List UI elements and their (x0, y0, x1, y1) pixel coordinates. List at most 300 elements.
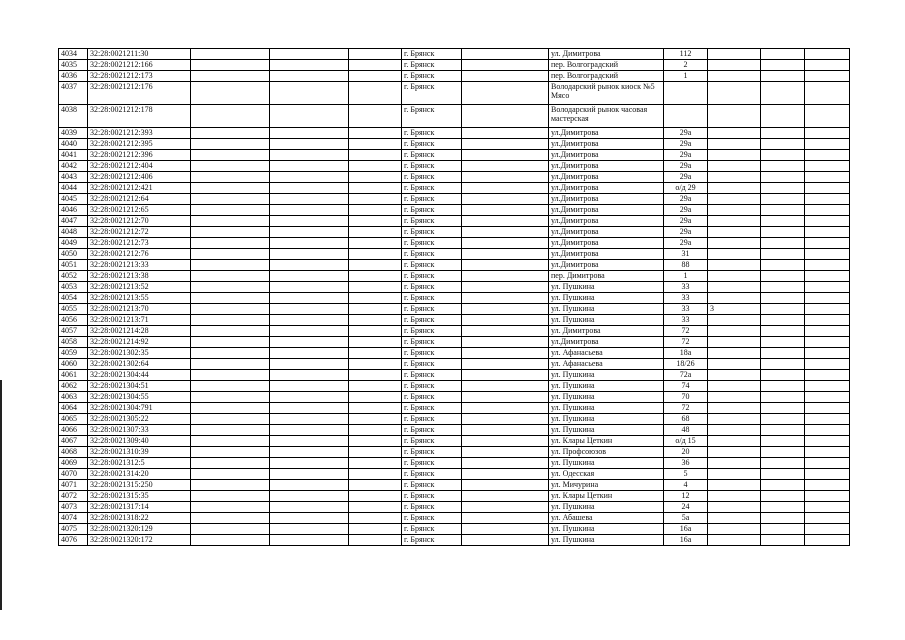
empty-cell (270, 436, 349, 447)
table-row (59, 49, 850, 60)
empty-cell (191, 216, 270, 227)
empty-cell (462, 469, 549, 480)
table-body (59, 49, 850, 546)
empty-cell (270, 480, 349, 491)
empty-cell (191, 105, 270, 128)
extra-cell (708, 381, 761, 392)
empty-cell (191, 425, 270, 436)
empty-cell (761, 436, 805, 447)
empty-cell (462, 293, 549, 304)
empty-cell (805, 469, 850, 480)
table-row (59, 304, 850, 315)
row-number-cell: 4044 (59, 183, 88, 194)
empty-cell (270, 82, 349, 105)
extra-cell: 3 (708, 304, 761, 315)
extra-cell (708, 249, 761, 260)
empty-cell (191, 502, 270, 513)
empty-cell (349, 535, 402, 546)
street-cell: ул. Пушкина (549, 502, 664, 513)
city-cell: г. Брянск (402, 249, 462, 260)
extra-cell (708, 227, 761, 238)
city-cell: г. Брянск (402, 150, 462, 161)
cadastral-number-cell: 32:28:0021213:52 (88, 282, 191, 293)
empty-cell (191, 194, 270, 205)
empty-cell (761, 524, 805, 535)
cadastral-number-cell: 32:28:0021310:39 (88, 447, 191, 458)
empty-cell (270, 271, 349, 282)
empty-cell (270, 60, 349, 71)
cadastral-number-cell: 32:28:0021304:44 (88, 370, 191, 381)
empty-cell (191, 326, 270, 337)
empty-cell (462, 249, 549, 260)
empty-cell (349, 403, 402, 414)
row-number-cell: 4075 (59, 524, 88, 535)
extra-cell (708, 480, 761, 491)
table-row (59, 205, 850, 216)
row-number-cell: 4066 (59, 425, 88, 436)
empty-cell (761, 238, 805, 249)
empty-cell (270, 49, 349, 60)
table-row (59, 238, 850, 249)
street-cell: ул. Пушкина (549, 403, 664, 414)
empty-cell (805, 458, 850, 469)
cadastral-number-cell: 32:28:0021212:65 (88, 205, 191, 216)
empty-cell (462, 282, 549, 293)
extra-cell (708, 458, 761, 469)
cadastral-number-cell: 32:28:0021212:421 (88, 183, 191, 194)
empty-cell (349, 392, 402, 403)
row-number-cell: 4076 (59, 535, 88, 546)
row-number-cell: 4071 (59, 480, 88, 491)
row-number-cell: 4063 (59, 392, 88, 403)
table-row (59, 381, 850, 392)
empty-cell (349, 337, 402, 348)
cadastral-number-cell: 32:28:0021212:166 (88, 60, 191, 71)
house-number-cell: 16а (664, 535, 708, 546)
empty-cell (805, 337, 850, 348)
house-number-cell: 29а (664, 139, 708, 150)
empty-cell (349, 205, 402, 216)
street-cell: ул. Пушкина (549, 524, 664, 535)
empty-cell (462, 513, 549, 524)
cadastral-number-cell: 32:28:0021304:791 (88, 403, 191, 414)
row-number-cell: 4072 (59, 491, 88, 502)
house-number-cell: о/д 15 (664, 436, 708, 447)
table-row (59, 150, 850, 161)
street-cell: ул. Пушкина (549, 370, 664, 381)
cadastral-number-cell: 32:28:0021212:404 (88, 161, 191, 172)
empty-cell (462, 49, 549, 60)
empty-cell (805, 161, 850, 172)
empty-cell (270, 513, 349, 524)
house-number-cell: 74 (664, 381, 708, 392)
empty-cell (805, 60, 850, 71)
empty-cell (761, 480, 805, 491)
empty-cell (349, 271, 402, 282)
empty-cell (462, 491, 549, 502)
cadastral-number-cell: 32:28:0021212:173 (88, 71, 191, 82)
extra-cell (708, 105, 761, 128)
extra-cell (708, 172, 761, 183)
row-number-cell: 4047 (59, 216, 88, 227)
empty-cell (349, 469, 402, 480)
city-cell: г. Брянск (402, 392, 462, 403)
empty-cell (191, 150, 270, 161)
house-number-cell: 29а (664, 161, 708, 172)
empty-cell (805, 260, 850, 271)
empty-cell (349, 282, 402, 293)
empty-cell (805, 535, 850, 546)
empty-cell (191, 227, 270, 238)
house-number-cell: 12 (664, 491, 708, 502)
empty-cell (270, 370, 349, 381)
cadastral-number-cell: 32:28:0021214:92 (88, 337, 191, 348)
house-number-cell: 29а (664, 128, 708, 139)
property-register-table (58, 48, 850, 546)
row-number-cell: 4045 (59, 194, 88, 205)
empty-cell (191, 469, 270, 480)
empty-cell (462, 480, 549, 491)
city-cell: г. Брянск (402, 447, 462, 458)
street-cell: ул. Абашева (549, 513, 664, 524)
cadastral-number-cell: 32:28:0021309:40 (88, 436, 191, 447)
empty-cell (462, 205, 549, 216)
empty-cell (462, 238, 549, 249)
row-number-cell: 4070 (59, 469, 88, 480)
empty-cell (270, 392, 349, 403)
house-number-cell: 24 (664, 502, 708, 513)
extra-cell (708, 128, 761, 139)
house-number-cell: 1 (664, 71, 708, 82)
cadastral-number-cell: 32:28:0021212:64 (88, 194, 191, 205)
city-cell: г. Брянск (402, 337, 462, 348)
cadastral-number-cell: 32:28:0021212:176 (88, 82, 191, 105)
table-row (59, 502, 850, 513)
street-cell: ул.Димитрова (549, 260, 664, 271)
empty-cell (349, 249, 402, 260)
table-row (59, 60, 850, 71)
empty-cell (191, 414, 270, 425)
city-cell: г. Брянск (402, 535, 462, 546)
street-cell: ул. Пушкина (549, 425, 664, 436)
city-cell: г. Брянск (402, 60, 462, 71)
row-number-cell: 4051 (59, 260, 88, 271)
street-cell: ул. Пушкина (549, 381, 664, 392)
empty-cell (270, 447, 349, 458)
empty-cell (191, 161, 270, 172)
row-number-cell: 4035 (59, 60, 88, 71)
empty-cell (462, 535, 549, 546)
empty-cell (805, 216, 850, 227)
house-number-cell: 20 (664, 447, 708, 458)
street-cell: ул.Димитрова (549, 194, 664, 205)
empty-cell (191, 139, 270, 150)
table-row (59, 161, 850, 172)
empty-cell (191, 524, 270, 535)
empty-cell (805, 183, 850, 194)
table-row (59, 535, 850, 546)
empty-cell (761, 205, 805, 216)
empty-cell (349, 49, 402, 60)
empty-cell (191, 128, 270, 139)
city-cell: г. Брянск (402, 205, 462, 216)
table-row (59, 436, 850, 447)
extra-cell (708, 403, 761, 414)
house-number-cell: 29а (664, 238, 708, 249)
street-cell: пер. Димитрова (549, 271, 664, 282)
street-cell: ул. Димитрова (549, 326, 664, 337)
extra-cell (708, 392, 761, 403)
empty-cell (270, 326, 349, 337)
empty-cell (270, 524, 349, 535)
street-cell: ул. Афанасьева (549, 359, 664, 370)
empty-cell (462, 326, 549, 337)
empty-cell (349, 172, 402, 183)
cadastral-number-cell: 32:28:0021213:33 (88, 260, 191, 271)
empty-cell (191, 282, 270, 293)
row-number-cell: 4046 (59, 205, 88, 216)
row-number-cell: 4069 (59, 458, 88, 469)
table-row (59, 480, 850, 491)
row-number-cell: 4060 (59, 359, 88, 370)
empty-cell (462, 359, 549, 370)
empty-cell (761, 304, 805, 315)
empty-cell (191, 293, 270, 304)
table-row (59, 282, 850, 293)
city-cell: г. Брянск (402, 326, 462, 337)
empty-cell (270, 491, 349, 502)
empty-cell (191, 337, 270, 348)
house-number-cell: 2 (664, 60, 708, 71)
extra-cell (708, 502, 761, 513)
table-row (59, 326, 850, 337)
empty-cell (761, 447, 805, 458)
city-cell: г. Брянск (402, 381, 462, 392)
empty-cell (462, 436, 549, 447)
empty-cell (805, 71, 850, 82)
empty-cell (761, 249, 805, 260)
empty-cell (462, 447, 549, 458)
row-number-cell: 4056 (59, 315, 88, 326)
empty-cell (805, 502, 850, 513)
empty-cell (805, 282, 850, 293)
city-cell: г. Брянск (402, 105, 462, 128)
empty-cell (462, 60, 549, 71)
empty-cell (270, 172, 349, 183)
house-number-cell: 29а (664, 172, 708, 183)
empty-cell (805, 249, 850, 260)
empty-cell (761, 370, 805, 381)
empty-cell (805, 403, 850, 414)
empty-cell (761, 282, 805, 293)
empty-cell (349, 105, 402, 128)
city-cell: г. Брянск (402, 414, 462, 425)
empty-cell (805, 326, 850, 337)
street-cell: ул.Димитрова (549, 249, 664, 260)
empty-cell (761, 381, 805, 392)
house-number-cell: 29а (664, 150, 708, 161)
table-row (59, 315, 850, 326)
table-row (59, 139, 850, 150)
house-number-cell: 72 (664, 326, 708, 337)
empty-cell (805, 425, 850, 436)
house-number-cell: 48 (664, 425, 708, 436)
empty-cell (191, 447, 270, 458)
empty-cell (805, 414, 850, 425)
row-number-cell: 4054 (59, 293, 88, 304)
empty-cell (462, 392, 549, 403)
city-cell: г. Брянск (402, 436, 462, 447)
empty-cell (349, 183, 402, 194)
row-number-cell: 4043 (59, 172, 88, 183)
empty-cell (270, 304, 349, 315)
street-cell: ул. Пушкина (549, 315, 664, 326)
house-number-cell: 72 (664, 403, 708, 414)
cadastral-number-cell: 32:28:0021212:396 (88, 150, 191, 161)
row-number-cell: 4055 (59, 304, 88, 315)
empty-cell (761, 315, 805, 326)
empty-cell (761, 60, 805, 71)
empty-cell (270, 315, 349, 326)
empty-cell (349, 513, 402, 524)
cadastral-number-cell: 32:28:0021315:250 (88, 480, 191, 491)
empty-cell (761, 139, 805, 150)
empty-cell (761, 425, 805, 436)
house-number-cell: 18а (664, 348, 708, 359)
empty-cell (761, 403, 805, 414)
extra-cell (708, 535, 761, 546)
empty-cell (349, 260, 402, 271)
table-row (59, 172, 850, 183)
empty-cell (349, 71, 402, 82)
row-number-cell: 4050 (59, 249, 88, 260)
row-number-cell: 4073 (59, 502, 88, 513)
empty-cell (270, 348, 349, 359)
cadastral-number-cell: 32:28:0021302:64 (88, 359, 191, 370)
empty-cell (349, 436, 402, 447)
empty-cell (349, 238, 402, 249)
city-cell: г. Брянск (402, 183, 462, 194)
empty-cell (761, 326, 805, 337)
row-number-cell: 4067 (59, 436, 88, 447)
row-number-cell: 4062 (59, 381, 88, 392)
street-cell: ул. Мичурина (549, 480, 664, 491)
table-row (59, 194, 850, 205)
empty-cell (270, 194, 349, 205)
street-cell: ул.Димитрова (549, 205, 664, 216)
empty-cell (805, 150, 850, 161)
house-number-cell: 68 (664, 414, 708, 425)
empty-cell (462, 227, 549, 238)
table-row (59, 348, 850, 359)
city-cell: г. Брянск (402, 502, 462, 513)
extra-cell (708, 469, 761, 480)
empty-cell (462, 128, 549, 139)
empty-cell (270, 216, 349, 227)
empty-cell (462, 370, 549, 381)
empty-cell (805, 370, 850, 381)
extra-cell (708, 60, 761, 71)
cadastral-number-cell: 32:28:0021212:70 (88, 216, 191, 227)
row-number-cell: 4034 (59, 49, 88, 60)
empty-cell (270, 150, 349, 161)
row-number-cell: 4041 (59, 150, 88, 161)
city-cell: г. Брянск (402, 348, 462, 359)
empty-cell (761, 260, 805, 271)
row-number-cell: 4059 (59, 348, 88, 359)
city-cell: г. Брянск (402, 524, 462, 535)
cadastral-number-cell: 32:28:0021212:395 (88, 139, 191, 150)
extra-cell (708, 436, 761, 447)
empty-cell (270, 139, 349, 150)
city-cell: г. Брянск (402, 238, 462, 249)
empty-cell (805, 381, 850, 392)
empty-cell (805, 304, 850, 315)
empty-cell (349, 370, 402, 381)
empty-cell (805, 105, 850, 128)
extra-cell (708, 348, 761, 359)
empty-cell (270, 502, 349, 513)
cadastral-number-cell: 32:28:0021320:129 (88, 524, 191, 535)
street-cell: ул.Димитрова (549, 227, 664, 238)
city-cell: г. Брянск (402, 139, 462, 150)
street-cell: пер. Волгоградский (549, 71, 664, 82)
row-number-cell: 4048 (59, 227, 88, 238)
extra-cell (708, 139, 761, 150)
empty-cell (761, 161, 805, 172)
empty-cell (191, 315, 270, 326)
empty-cell (191, 491, 270, 502)
empty-cell (805, 447, 850, 458)
empty-cell (349, 82, 402, 105)
empty-cell (761, 194, 805, 205)
empty-cell (270, 337, 349, 348)
table-row (59, 403, 850, 414)
empty-cell (349, 128, 402, 139)
empty-cell (349, 60, 402, 71)
cadastral-number-cell: 32:28:0021307:33 (88, 425, 191, 436)
house-number-cell: 31 (664, 249, 708, 260)
empty-cell (462, 348, 549, 359)
house-number-cell (664, 82, 708, 105)
empty-cell (270, 359, 349, 370)
extra-cell (708, 194, 761, 205)
scan-edge-line (0, 380, 2, 610)
row-number-cell: 4049 (59, 238, 88, 249)
table-row (59, 71, 850, 82)
empty-cell (270, 403, 349, 414)
empty-cell (349, 304, 402, 315)
empty-cell (761, 293, 805, 304)
empty-cell (191, 238, 270, 249)
empty-cell (462, 216, 549, 227)
extra-cell (708, 359, 761, 370)
extra-cell (708, 183, 761, 194)
city-cell: г. Брянск (402, 513, 462, 524)
empty-cell (462, 315, 549, 326)
extra-cell (708, 425, 761, 436)
empty-cell (805, 139, 850, 150)
table-row (59, 337, 850, 348)
city-cell: г. Брянск (402, 161, 462, 172)
empty-cell (805, 348, 850, 359)
empty-cell (761, 183, 805, 194)
empty-cell (270, 183, 349, 194)
empty-cell (462, 161, 549, 172)
empty-cell (270, 458, 349, 469)
extra-cell (708, 293, 761, 304)
house-number-cell: 16а (664, 524, 708, 535)
